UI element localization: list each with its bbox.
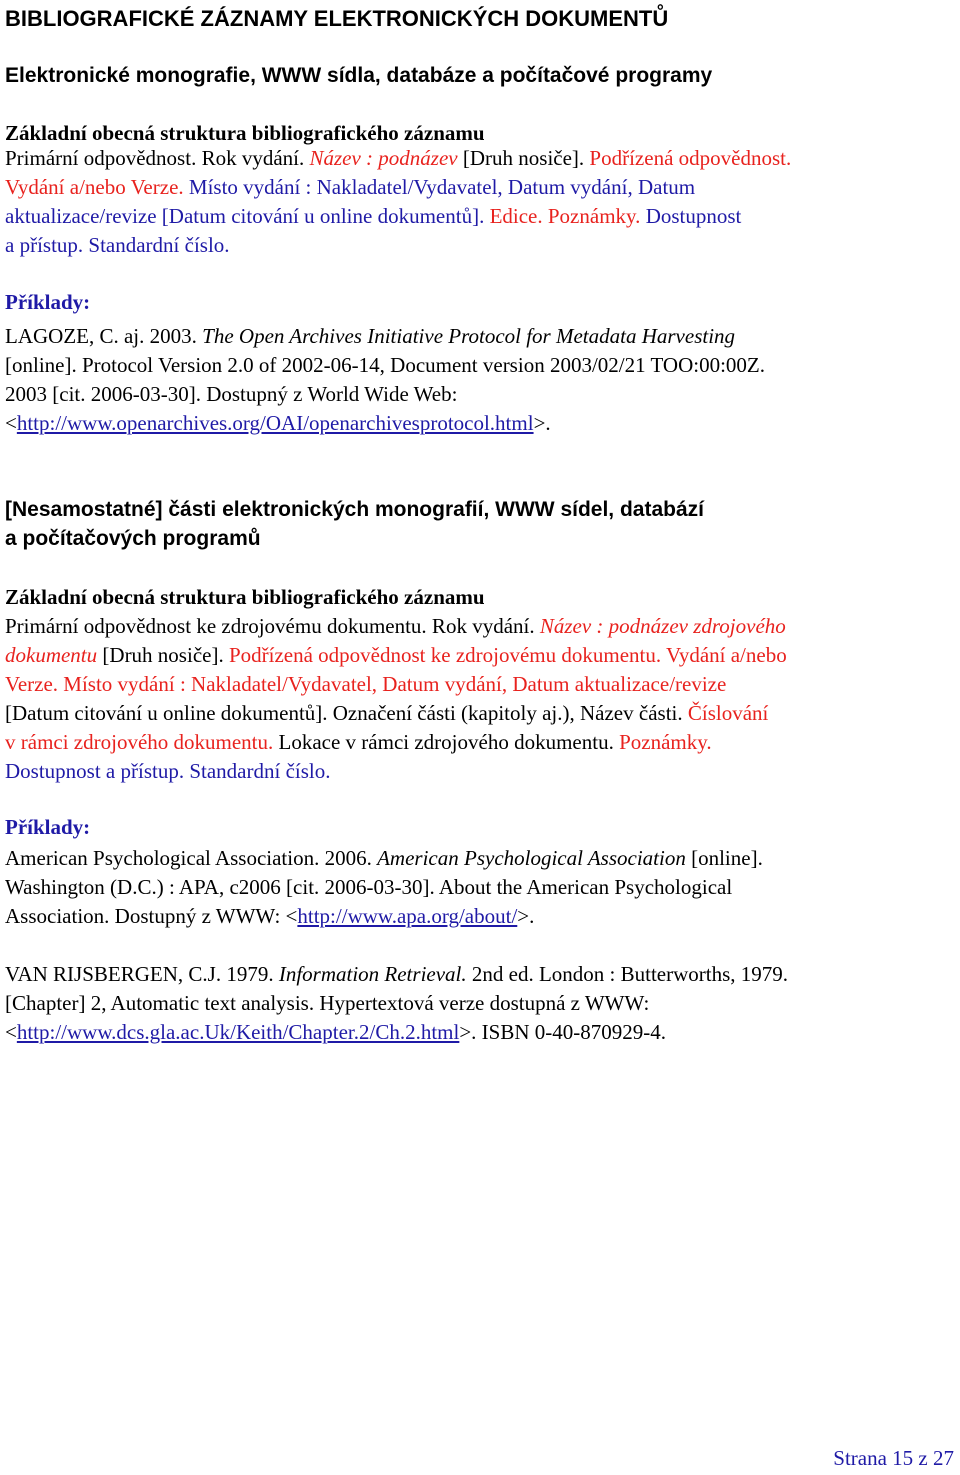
s1-struct-availability: Dostupnost <box>640 204 742 228</box>
s1-ex-title: The Open Archives Initiative Protocol for Metadata Harvesting <box>202 324 736 348</box>
s1-ex-gt: >. <box>533 411 551 435</box>
s2-ex1-author: American Psychological Association. 2006. <box>5 846 378 870</box>
s2-ex2-author: VAN RIJSBERGEN, C.J. 1979. <box>5 962 279 986</box>
s2-struct-subordinate: Podřízená odpovědnost ke zdrojovému dokumentu. <box>228 643 662 667</box>
s2-struct-title-cont: dokumentu <box>5 643 98 667</box>
section1-structure-text <box>5 144 955 260</box>
section2-heading-line2: a počítačových programů <box>5 527 261 550</box>
s1-struct-l4: a přístup. Standardní číslo. <box>5 233 230 257</box>
s1-struct-series-notes: Edice. Poznámky. <box>489 204 641 228</box>
s2-struct-notes: Poznámky. <box>619 730 712 754</box>
section2-structure-heading: Základní obecná struktura bibliografického záznamu <box>5 585 485 609</box>
s2-ex1-online: [online]. <box>685 846 763 870</box>
s2-struct-l1a: Primární odpovědnost ke zdrojovému dokumentu. Rok vydání. <box>5 614 540 638</box>
s1-struct-publication: Místo vydání : Nakladatel/Vydavatel, Datum vydání, Datum <box>188 175 696 199</box>
s2-ex2-l1c: 2nd ed. London : Butterworths, 1979. <box>466 962 789 986</box>
section1-structure-heading: Základní obecná struktura bibliografického záznamu <box>5 121 485 145</box>
s2-struct-l4a: [Datum citování u online dokumentů]. Označení části (kapitoly aj.), Název části. <box>5 701 688 725</box>
s2-struct-l3: Verze. Místo vydání : Nakladatel/Vydavatel, Datum vydání, Datum aktualizace/revize <box>5 672 727 696</box>
openarchives-link[interactable]: http://www.openarchives.org/OAI/openarchivesprotocol.html <box>16 411 534 435</box>
s2-ex1-l3a: Association. Dostupný z WWW: < <box>5 904 298 928</box>
s1-struct-subordinate: Podřízená odpovědnost. <box>589 146 792 170</box>
s1-struct-l1a: Primární odpovědnost. Rok vydání. <box>5 146 310 170</box>
s2-struct-numbering-cont: v rámci zdrojového dokumentu. <box>5 730 274 754</box>
s2-ex1-title: American Psychological Association <box>377 846 686 870</box>
s2-ex2-l2: [Chapter] 2, Automatic text analysis. Hypertextová verze dostupná z WWW: <box>5 991 650 1015</box>
page-number: Strana 15 z 27 <box>833 1446 954 1470</box>
section2-heading-line1: [Nesamostatné] části elektronických monografií, WWW sídel, databází <box>5 498 704 521</box>
s2-struct-numbering: Číslování <box>687 701 769 725</box>
s2-ex2-isbn: >. ISBN 0-40-870929-4. <box>459 1020 667 1044</box>
s2-struct-location: Lokace v rámci zdrojového dokumentu. <box>273 730 620 754</box>
s2-ex1-l3b: >. <box>517 904 535 928</box>
section1-example <box>5 322 955 438</box>
s1-ex-author: LAGOZE, C. aj. 2003. <box>5 324 203 348</box>
s1-struct-l1c: [Druh nosiče]. <box>457 146 590 170</box>
s2-ex1-l2: Washington (D.C.) : APA, c2006 [cit. 2006-03-30]. About the American Psychological <box>5 875 733 899</box>
section2-example2 <box>5 960 955 1047</box>
section2-examples-label: Příklady: <box>5 815 91 839</box>
section1-heading: Elektronické monografie, WWW sídla, databáze a počítačové programy <box>5 64 713 87</box>
s1-struct-title: Název : podnázev <box>309 146 458 170</box>
s1-ex-l3: 2003 [cit. 2006-03-30]. Dostupný z World Wide Web: <box>5 382 458 406</box>
s2-struct-title: Název : podnázev zdrojového <box>539 614 786 638</box>
apa-link[interactable]: http://www.apa.org/about/ <box>297 904 518 928</box>
s1-ex-lt: < <box>5 411 17 435</box>
page-title: BIBLIOGRAFICKÉ ZÁZNAMY ELEKTRONICKÝCH DOKUMENTŮ <box>5 6 669 31</box>
s1-struct-update: aktualizace/revize [Datum citování u online dokumentů]. <box>5 204 490 228</box>
s2-ex2-lt: < <box>5 1020 17 1044</box>
section1-examples-label: Příklady: <box>5 290 91 314</box>
dcs-gla-link[interactable]: http://www.dcs.gla.ac.Uk/Keith/Chapter.2/Ch.2.html <box>16 1020 460 1044</box>
s1-ex-l2: [online]. Protocol Version 2.0 of 2002-06-14, Document version 2003/02/21 TOO:00:00Z. <box>5 353 766 377</box>
s2-struct-edition: Vydání a/nebo <box>661 643 787 667</box>
s2-ex2-title: Information Retrieval. <box>278 962 467 986</box>
s2-struct-carrier: [Druh nosiče]. <box>97 643 229 667</box>
s2-struct-l6: Dostupnost a přístup. Standardní číslo. <box>5 759 331 783</box>
s1-struct-edition: Vydání a/nebo Verze. <box>5 175 189 199</box>
section2-example1 <box>5 844 955 931</box>
section2-structure-text <box>5 612 955 786</box>
